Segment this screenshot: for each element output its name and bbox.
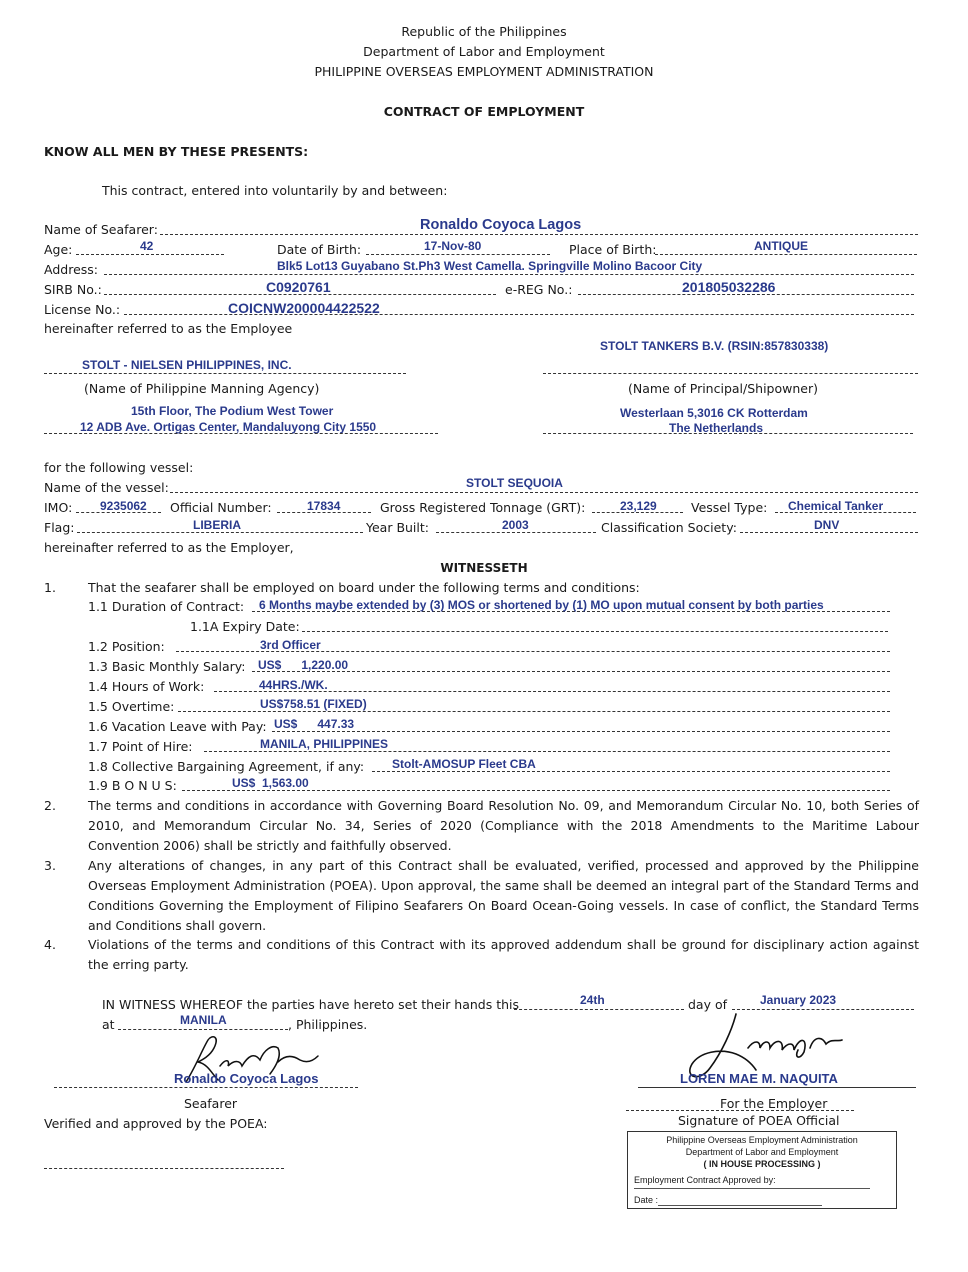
line-bonus bbox=[182, 790, 890, 791]
clause-number-3: 3. bbox=[44, 858, 56, 873]
line-employer-signature bbox=[638, 1087, 916, 1088]
value-sirb: C0920761 bbox=[266, 279, 331, 295]
intro-text: This contract, entered into voluntarily by and between: bbox=[102, 183, 448, 198]
line-agency bbox=[44, 373, 406, 374]
poea-official-caption: Signature of POEA Official bbox=[678, 1113, 840, 1128]
line-class-society bbox=[740, 532, 918, 533]
principal-address-1: Westerlaan 5,3016 CK Rotterdam bbox=[620, 406, 808, 420]
clause-2: The terms and conditions in accordance with Governing Board Resolution No. 09, and Memorandum Circular No. 10, both Series of 2010, and Memorandum Circular No. 34, Series of 2020 (Compliance with the 2018 Amendments to the Maritime Labour Convention 2006) shall be strictly and faithfully observed. bbox=[88, 798, 919, 853]
label-salary: 1.3 Basic Monthly Salary: bbox=[88, 659, 246, 674]
value-place: MANILA bbox=[180, 1013, 227, 1027]
line-cba bbox=[372, 771, 890, 772]
line-overtime bbox=[178, 711, 890, 712]
label-address: Address: bbox=[44, 262, 98, 277]
line-day bbox=[514, 1009, 684, 1010]
stamp-line-3: ( IN HOUSE PROCESSING ) bbox=[703, 1159, 821, 1169]
value-duration: 6 Months maybe extended by (3) MOS or shortened by (1) MO upon mutual consent by both parties bbox=[259, 598, 824, 612]
value-name: Ronaldo Coyoca Lagos bbox=[420, 217, 582, 233]
value-grt: 23,129 bbox=[620, 499, 657, 513]
label-vessel-name: Name of the vessel: bbox=[44, 480, 169, 495]
value-ereg: 201805032286 bbox=[682, 279, 776, 295]
principal-address-2: The Netherlands bbox=[669, 421, 764, 435]
value-dob: 17-Nov-80 bbox=[424, 239, 482, 253]
at-text: at bbox=[102, 1017, 115, 1032]
label-vacation: 1.6 Vacation Leave with Pay: bbox=[88, 719, 267, 734]
line-name bbox=[160, 234, 918, 235]
day-of-text: day of bbox=[688, 997, 728, 1012]
principal-caption: (Name of Principal/Shipowner) bbox=[628, 381, 818, 396]
value-bonus: US$ 1,563.00 bbox=[232, 776, 309, 790]
value-flag: LIBERIA bbox=[193, 518, 241, 532]
label-overtime: 1.5 Overtime: bbox=[88, 699, 175, 714]
seafarer-printed-name: Ronaldo Coyoca Lagos bbox=[174, 1071, 319, 1086]
value-overtime: US$758.51 (FIXED) bbox=[260, 697, 367, 711]
label-name: Name of Seafarer: bbox=[44, 222, 158, 237]
header-republic: Republic of the Philippines bbox=[401, 24, 567, 39]
value-imo: 9235062 bbox=[100, 499, 147, 513]
value-vacation: US$ 447.33 bbox=[274, 717, 355, 731]
verified-text: Verified and approved by the POEA: bbox=[44, 1116, 268, 1131]
label-expiry: 1.1A Expiry Date: bbox=[190, 619, 300, 634]
term-intro: That the seafarer shall be employed on board under the following terms and conditions: bbox=[88, 580, 640, 595]
value-position: 3rd Officer bbox=[260, 638, 321, 652]
label-cba: 1.8 Collective Bargaining Agreement, if any: bbox=[88, 759, 365, 774]
label-class-society: Classification Society: bbox=[601, 520, 737, 535]
value-vessel-type: Chemical Tanker bbox=[788, 499, 884, 513]
employee-text: hereinafter referred to as the Employee bbox=[44, 321, 293, 336]
clause-number-4: 4. bbox=[44, 937, 56, 952]
label-ereg: e-REG No.: bbox=[505, 282, 573, 297]
label-year-built: Year Built: bbox=[366, 520, 429, 535]
label-grt: Gross Registered Tonnage (GRT): bbox=[380, 500, 586, 515]
for-vessel-text: for the following vessel: bbox=[44, 460, 194, 475]
agency-caption: (Name of Philippine Manning Agency) bbox=[84, 381, 320, 396]
value-pob: ANTIQUE bbox=[754, 239, 808, 253]
stamp-line-2: Department of Labor and Employment bbox=[685, 1147, 839, 1157]
stamp-line-1: Philippine Overseas Employment Administration bbox=[666, 1135, 858, 1145]
value-hours: 44HRS./WK. bbox=[259, 678, 328, 692]
value-year-built: 2003 bbox=[502, 518, 529, 532]
value-day: 24th bbox=[580, 993, 605, 1007]
line-flag bbox=[77, 532, 363, 533]
value-month: January 2023 bbox=[760, 993, 837, 1007]
line-expiry bbox=[302, 631, 888, 632]
line-pob bbox=[655, 254, 917, 255]
poea-approval-stamp bbox=[627, 1131, 897, 1209]
value-address: Blk5 Lot13 Guyabano St.Ph3 West Camella. Springville Molino Bacoor City bbox=[277, 259, 703, 273]
line-principal bbox=[543, 373, 918, 374]
employer-text: hereinafter referred to as the Employer, bbox=[44, 540, 294, 555]
line-age bbox=[76, 254, 224, 255]
witnesseth-heading: WITNESSETH bbox=[440, 561, 528, 575]
term-number-1: 1. bbox=[44, 580, 56, 595]
value-class-society: DNV bbox=[814, 518, 840, 532]
label-hours: 1.4 Hours of Work: bbox=[88, 679, 205, 694]
document-title: CONTRACT OF EMPLOYMENT bbox=[383, 104, 585, 119]
employer-caption: For the Employer bbox=[720, 1096, 828, 1111]
label-sirb: SIRB No.: bbox=[44, 282, 102, 297]
clause-4: Violations of the terms and conditions of this Contract with its approved addendum shall be ground for disciplinary action against the erring party. bbox=[88, 937, 919, 972]
clause-3: Any alterations of changes, in any part of this Contract shall be evaluated, verified, processed and approved by the Philippine Overseas Employment Administration (POEA). Upon approval, the same shall be deemed an integral part of the Standard Terms and Conditions Governing the Employment of Filipino Seafarers On Board Ocean-Going vessels. In case of conflict, the Standard Terms and Conditions shall govern. bbox=[88, 858, 919, 933]
seafarer-caption: Seafarer bbox=[184, 1096, 238, 1111]
line-poea-official bbox=[626, 1110, 854, 1111]
line-year-built bbox=[436, 532, 596, 533]
agency-name: STOLT - NIELSEN PHILIPPINES, INC. bbox=[82, 358, 292, 372]
philippines-text: , Philippines. bbox=[288, 1017, 368, 1032]
label-imo: IMO: bbox=[44, 500, 73, 515]
label-official-number: Official Number: bbox=[170, 500, 272, 515]
value-official-number: 17834 bbox=[307, 499, 341, 513]
line-dob bbox=[366, 254, 550, 255]
value-point-of-hire: MANILA, PHILIPPINES bbox=[260, 737, 389, 751]
label-bonus: 1.9 B O N U S: bbox=[88, 778, 177, 793]
principal-name: STOLT TANKERS B.V. (RSIN:857830338) bbox=[600, 339, 829, 353]
label-dob: Date of Birth: bbox=[277, 242, 362, 257]
value-vessel-name: STOLT SEQUOIA bbox=[466, 476, 563, 490]
know-all-men: KNOW ALL MEN BY THESE PRESENTS: bbox=[44, 144, 309, 159]
label-age: Age: bbox=[44, 242, 73, 257]
agency-address-2: 12 ADB Ave. Ortigas Center, Mandaluyong City 1550 bbox=[80, 420, 377, 434]
line-address bbox=[104, 274, 914, 275]
line-point-of-hire bbox=[204, 751, 890, 752]
witness-text: IN WITNESS WHEREOF the parties have hereto set their hands this bbox=[102, 997, 520, 1012]
line-poea-verified bbox=[44, 1168, 284, 1169]
value-cba: Stolt-AMOSUP Fleet CBA bbox=[392, 757, 536, 771]
stamp-date: Date : bbox=[634, 1195, 659, 1205]
label-point-of-hire: 1.7 Point of Hire: bbox=[88, 739, 193, 754]
header-dole: Department of Labor and Employment bbox=[363, 44, 605, 59]
line-principal-address bbox=[543, 433, 913, 434]
label-vessel-type: Vessel Type: bbox=[691, 500, 768, 515]
employer-printed-name: LOREN MAE M. NAQUITA bbox=[680, 1071, 838, 1086]
line-vacation bbox=[272, 731, 890, 732]
line-agency-address bbox=[44, 433, 438, 434]
stamp-approved-by: Employment Contract Approved by: bbox=[634, 1175, 776, 1185]
label-duration: 1.1 Duration of Contract: bbox=[88, 599, 245, 614]
line-seafarer-signature bbox=[54, 1087, 358, 1088]
label-license: License No.: bbox=[44, 302, 121, 317]
stamp-date-line bbox=[658, 1205, 822, 1206]
label-flag: Flag: bbox=[44, 520, 75, 535]
header-poea: PHILIPPINE OVERSEAS EMPLOYMENT ADMINISTRATION bbox=[314, 64, 654, 79]
label-position: 1.2 Position: bbox=[88, 639, 165, 654]
stamp-approved-line bbox=[634, 1188, 870, 1189]
value-salary: US$ 1,220.00 bbox=[258, 658, 349, 672]
clause-number-2: 2. bbox=[44, 798, 56, 813]
value-age: 42 bbox=[140, 239, 154, 253]
agency-address-1: 15th Floor, The Podium West Tower bbox=[131, 404, 334, 418]
line-vessel-name bbox=[170, 492, 918, 493]
value-license: COICNW200004422522 bbox=[228, 300, 380, 316]
label-pob: Place of Birth: bbox=[569, 242, 657, 257]
